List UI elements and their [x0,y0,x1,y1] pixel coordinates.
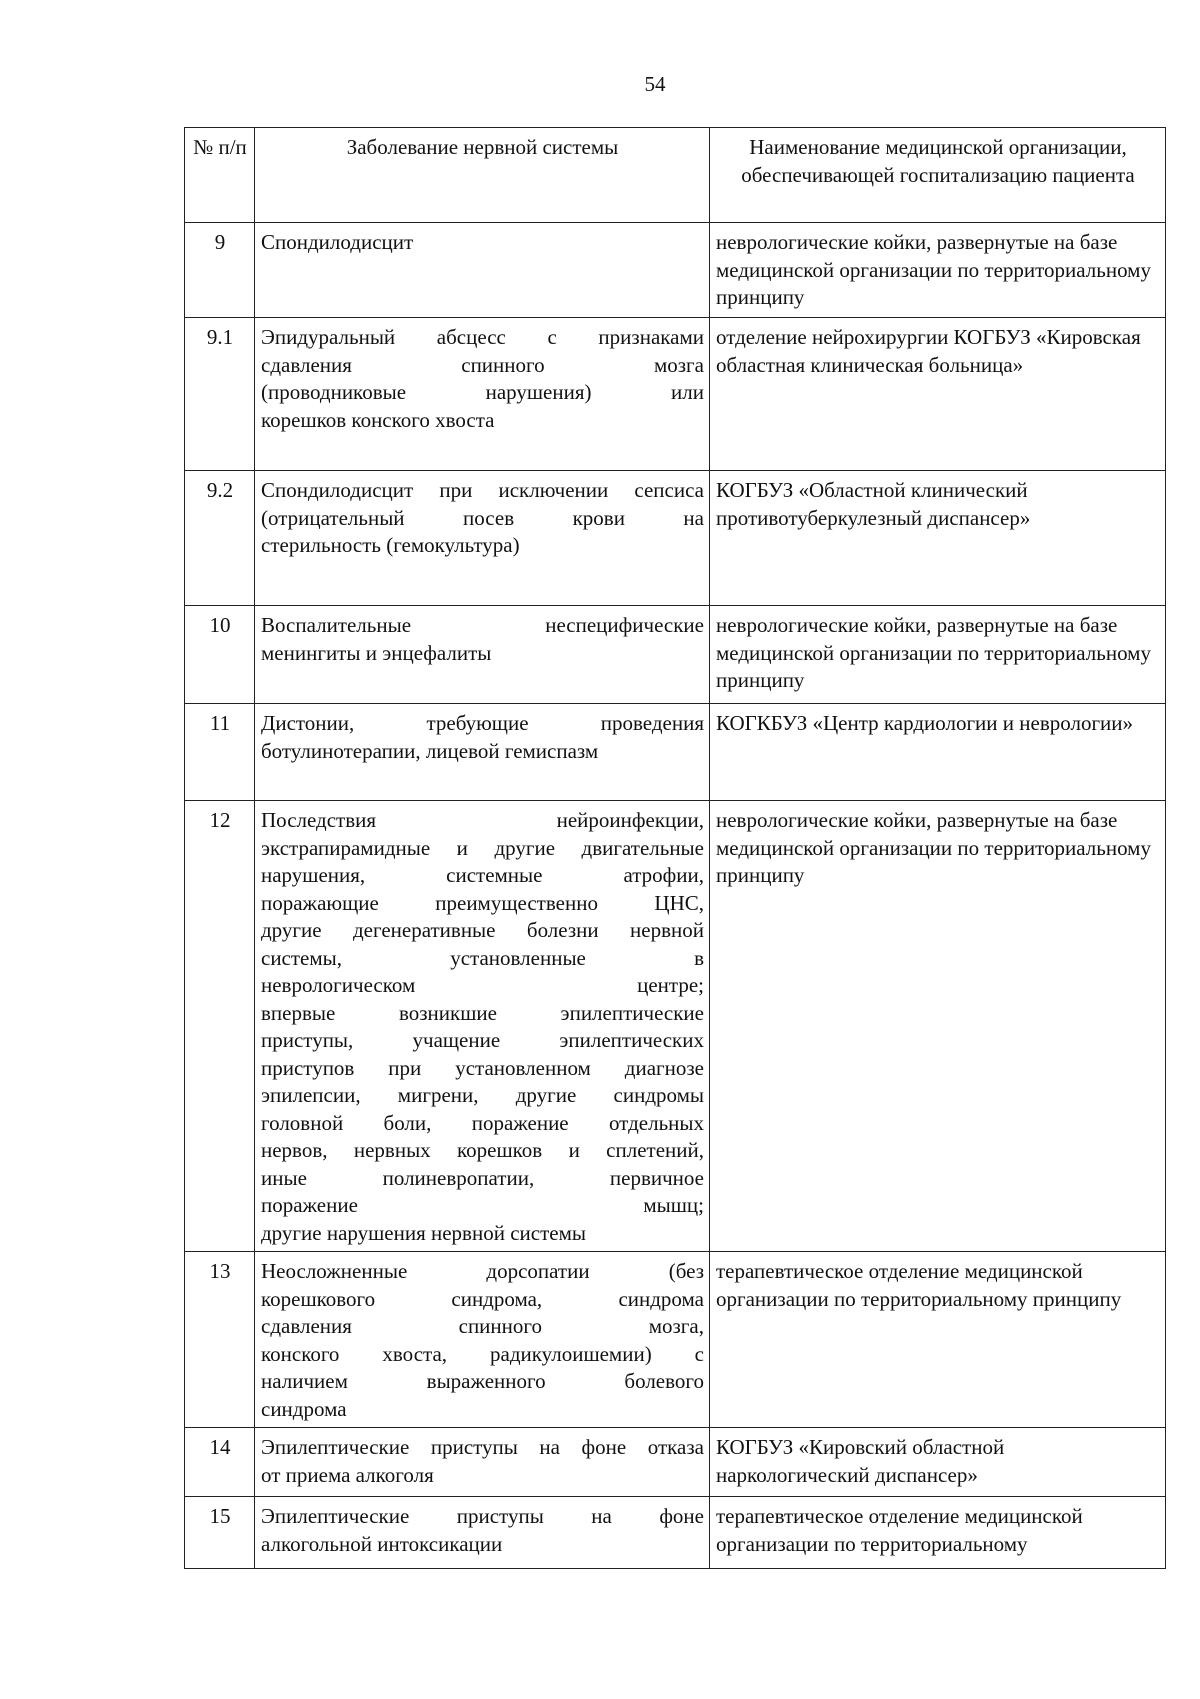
disease-line: Последствия нейроинфекции, [261,808,704,832]
disease-line: конского хвоста, радикулоишемии) с [261,1341,704,1366]
header-number: № п/п [185,128,255,223]
disease-line: головной боли, поражение отдельных [261,1110,704,1135]
table-row [185,223,1166,318]
disease-line: системы, установленные в [261,945,704,970]
disease-line: корешкового синдрома, синдрома [261,1286,704,1311]
disease-line: приступов при установленном диагнозе [261,1055,704,1080]
organization-cell: неврологические койки, развернутые на базе медицинской организации по территориальному принципу [710,801,1166,1252]
row-number: 9 [185,223,255,318]
row-number: 14 [185,1428,255,1497]
table-row [185,471,1166,606]
disease-line: приступы, учащение эпилептических [261,1028,704,1052]
header-organization: Наименование медицинской организации, обеспечивающей госпитализацию пациента [710,128,1166,223]
organization-cell: терапевтическое отделение медицинской организации по территориальному принципу [710,1252,1166,1428]
table-row [185,1252,1166,1428]
disease-cell [255,1497,710,1569]
row-number: 9.2 [185,471,255,606]
disease-line: менингиты и энцефалиты [261,640,492,665]
disease-line: неврологическом центре; [261,973,704,997]
disease-line: алкогольной интоксикации [261,1531,503,1556]
table-row [185,1497,1166,1569]
row-number: 12 [185,801,255,1252]
disease-line: сдавления спинного мозга [261,352,704,377]
disease-line: экстрапирамидные и другие двигательные [261,835,704,860]
row-number: 10 [185,606,255,704]
disease-line: впервые возникшие эпилептические [261,1000,704,1025]
disease-line: другие дегенеративные болезни нервной [261,918,704,942]
header-disease: Заболевание нервной системы [255,128,710,223]
disease-line: эпилепсии, мигрени, другие синдромы [261,1083,704,1107]
organization-cell: отделение нейрохирургии КОГБУЗ «Кировская областная клиническая больница» [710,318,1166,471]
table-row [185,606,1166,704]
disease-line: стерильность (гемокультура) [261,533,520,557]
table-row [185,704,1166,801]
disease-cell [255,318,710,471]
row-number: 15 [185,1497,255,1569]
disease-cell [255,704,710,801]
disease-line: поражающие преимущественно ЦНС, [261,890,704,915]
disease-line: Эпилептические приступы на фоне [261,1504,704,1528]
disease-line: сдавления спинного мозга, [261,1314,704,1338]
disease-line: Воспалительные неспецифические [261,613,704,637]
disease-line: (отрицательный посев крови на [261,505,704,530]
disease-line: нарушения, системные атрофии, [261,863,704,887]
organization-cell: КОГБУЗ «Кировский областной наркологический диспансер» [710,1428,1166,1497]
table-row [185,801,1166,1252]
disease-cell [255,1252,710,1428]
disease-line: синдрома [261,1396,347,1421]
disease-line: Эпидуральный абсцесс с признаками [261,325,704,349]
disease-line: Дистонии, требующие проведения [261,711,704,735]
page-number: 54 [644,72,666,96]
disease-line: Спондилодисцит при исключении сепсиса [261,478,704,502]
organization-cell: неврологические койки, развернутые на базе медицинской организации по территориальному принципу [710,606,1166,704]
row-number: 11 [185,704,255,801]
disease-line: наличием выраженного болевого [261,1369,704,1393]
disease-line: Эпилептические приступы на фоне отказа [261,1435,704,1459]
disease-line: другие нарушения нервной системы [261,1220,586,1245]
disease-line: поражение мышц; [261,1193,704,1217]
table-header-row [185,128,1166,223]
disease-cell [255,471,710,606]
disease-line: Спондилодисцит [261,230,414,254]
disease-cell [255,606,710,704]
disease-line: Неосложненные дорсопатии (без [261,1259,704,1283]
organization-cell: терапевтическое отделение медицинской организации по территориальному [710,1497,1166,1569]
disease-cell [255,223,710,318]
row-number: 9.1 [185,318,255,471]
organization-cell: КОГБУЗ «Областной клинический противотуберкулезный диспансер» [710,471,1166,606]
disease-cell [255,1428,710,1497]
disease-line: ботулинотерапии, лицевой гемиспазм [261,738,599,763]
disease-cell [255,801,710,1252]
disease-line: иные полиневропатии, первичное [261,1165,704,1190]
hospitalization-table [184,127,1166,1569]
row-number: 13 [185,1252,255,1428]
organization-cell: КОГКБУЗ «Центр кардиологии и неврологии» [710,704,1166,801]
disease-line: нервов, нервных корешков и сплетений, [261,1138,704,1162]
table-row [185,318,1166,471]
disease-line: (проводниковые нарушения) или [261,380,704,404]
disease-line: корешков конского хвоста [261,407,495,432]
organization-cell: неврологические койки, развернутые на базе медицинской организации по территориальному принципу [710,223,1166,318]
disease-line: от приема алкоголя [261,1462,434,1487]
table-row [185,1428,1166,1497]
